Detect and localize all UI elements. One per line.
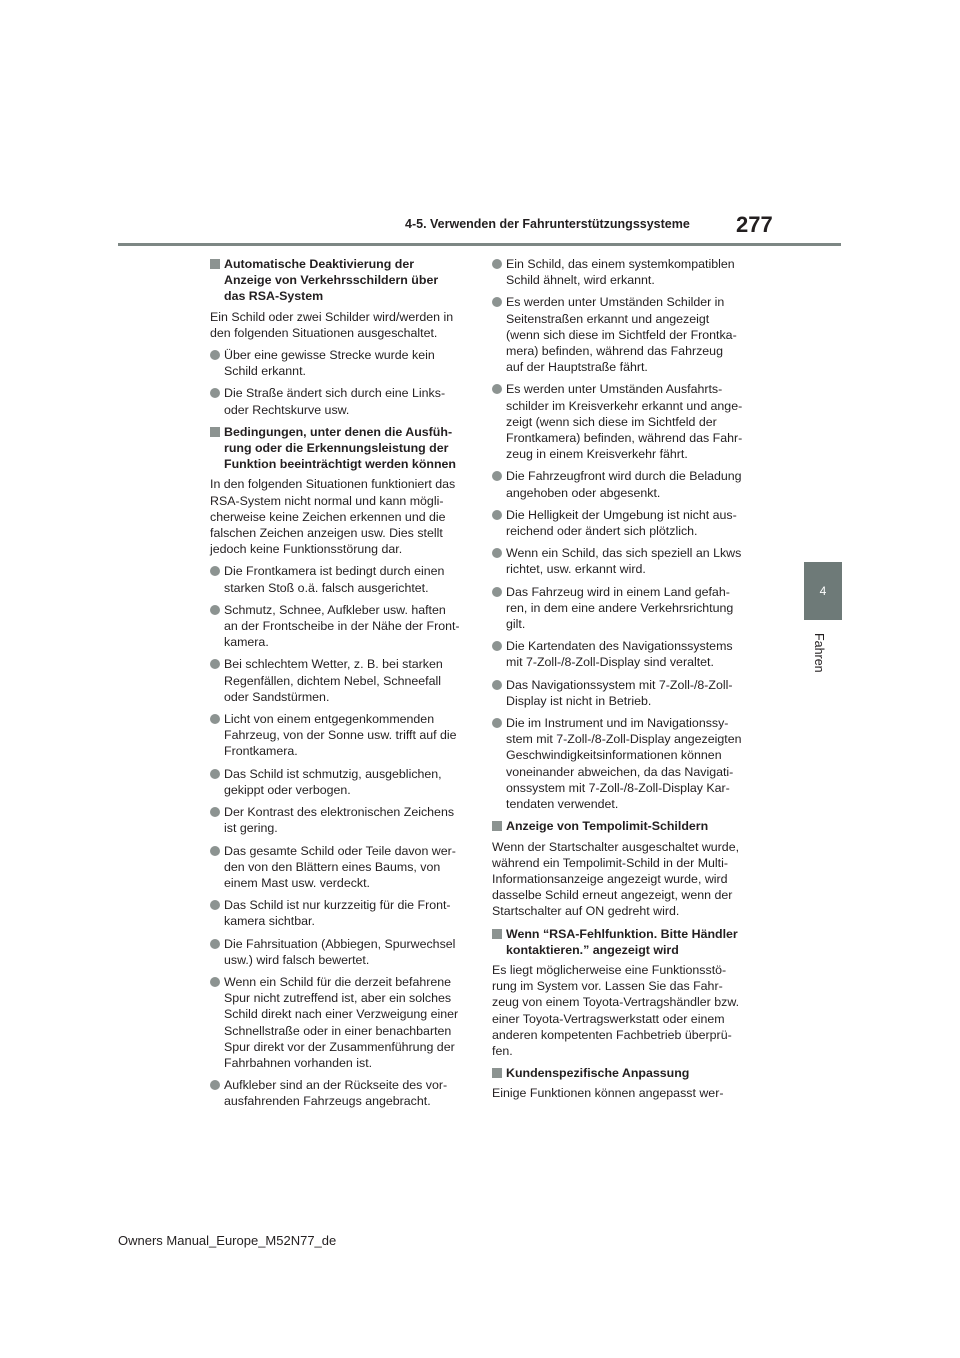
bullet-item: Das Schild ist nur kurzzeitig für die Front- kamera sichtbar. (210, 897, 472, 929)
bullet-item: Das Schild ist schmutzig, ausgeblichen, gekippt oder verbogen. (210, 766, 472, 798)
page-number: 277 (736, 212, 773, 237)
bullet-item: Schmutz, Schnee, Aufkleber usw. haften an der Frontscheibe in der Nähe der Front- kamera. (210, 602, 472, 651)
bullet-item: Das gesamte Schild oder Teile davon wer- den von den Blättern eines Baums, von einem Mast usw. verdeckt. (210, 843, 472, 892)
bullet-item: Die Frontkamera ist bedingt durch einen starken Stoß o.ä. falsch ausgerichtet. (210, 563, 472, 595)
section-heading: Kundenspezifische Anpassung (492, 1065, 754, 1081)
bullet-item: Der Kontrast des elektronischen Zeichens ist gering. (210, 804, 472, 836)
section-title: 4-5. Verwenden der Fahrunterstützungssysteme (405, 217, 690, 231)
section-heading: Automatische Deaktivierung der Anzeige von Verkehrsschildern über das RSA-System (210, 256, 472, 305)
chapter-label: Fahren (812, 633, 826, 673)
chapter-tab (804, 562, 842, 620)
bullet-item: Aufkleber sind an der Rückseite des vor- ausfahrenden Fahrzeugs angebracht. (210, 1077, 472, 1109)
paragraph: Es liegt möglicherweise eine Funktionsstö- rung im System vor. Lassen Sie das Fahr- zeug von einem Toyota-Vertragshändler bzw. einer Toyota-Vertragswerkstatt oder einem anderen kompetenten Fachbetrieb überprü- fen. (492, 962, 740, 1058)
paragraph: In den folgenden Situationen funktioniert das RSA-System nicht normal und kann mögli- cherweise keine Zeichen erkennen und die falschen Zeichen anzeigen usw. Dies stellt jedoch keine Funktionsstörung dar. (210, 477, 456, 557)
bullet-item: Das Fahrzeug wird in einem Land gefah- ren, in dem eine andere Verkehrsrichtung gilt. (492, 584, 754, 633)
bullet-item: Es werden unter Umständen Ausfahrts- schilder im Kreisverkehr erkannt und ange- zeigt (wenn sich diese im Sichtfeld der Frontkamera) befinden, während das Fahr- zeug in einem Kreisverkehr fährt. (492, 381, 754, 462)
section-heading: Anzeige von Tempolimit-Schildern (492, 818, 754, 834)
left-column (210, 256, 472, 1116)
bullet-item: Die im Instrument und im Navigationssy- stem mit 7-Zoll-/8-Zoll-Display angezeigten Geschwindigkeitsinformationen können voneinander abweichen, da das Navigati- onssystem mit 7-Zoll-/8-Zoll-Display Kar- tendaten verwendet. (492, 715, 754, 812)
bullet-item: Es werden unter Umständen Schilder in Seitenstraßen erkannt und angezeigt (wenn sich diese im Sichtfeld der Frontka- mera) befinden, während das Fahrzeug auf der Hauptstraße fährt. (492, 294, 754, 375)
paragraph: Ein Schild oder zwei Schilder wird/werden in den folgenden Situationen ausgeschaltet. (210, 309, 454, 340)
bullet-item: Das Navigationssystem mit 7-Zoll-/8-Zoll- Display ist nicht in Betrieb. (492, 677, 754, 709)
section-heading: Wenn “RSA-Fehlfunktion. Bitte Händler kontaktieren.” angezeigt wird (492, 926, 754, 958)
paragraph: Einige Funktionen können angepasst wer- (492, 1086, 724, 1101)
bullet-item: Die Fahrzeugfront wird durch die Beladung angehoben oder abgesenkt. (492, 468, 754, 500)
bullet-item: Licht von einem entgegenkommenden Fahrzeug, von der Sonne usw. trifft auf die Frontkamera. (210, 711, 472, 760)
chapter-number: 4 (819, 584, 827, 598)
header-divider (118, 243, 841, 246)
section-heading: Bedingungen, unter denen die Ausfüh- rung oder die Erkennungsleistung der Funktion beeinträchtigt werden können (210, 424, 472, 473)
footer-text: Owners Manual_Europe_M52N77_de (118, 1233, 337, 1248)
bullet-item: Ein Schild, das einem systemkompatiblen Schild ähnelt, wird erkannt. (492, 256, 754, 288)
paragraph: Wenn der Startschalter ausgeschaltet wurde, während ein Tempolimit-Schild in der Multi- Informationsanzeige angezeigt wurde, wird dasselbe Schild erneut angezeigt, wenn der Startschalter auf ON gedreht wird. (492, 839, 740, 919)
bullet-item: Wenn ein Schild für die derzeit befahrene Spur nicht zutreffend ist, aber ein solches Schild direkt nach einer Verzweigung einer Schnellstraße oder in einer benachbarten Spur direkt vor der Zusammenführung der Fahrbahnen vorhanden ist. (210, 974, 472, 1071)
bullet-item: Die Straße ändert sich durch eine Links- oder Rechtskurve usw. (210, 385, 472, 417)
right-column (492, 256, 754, 1108)
bullet-item: Wenn ein Schild, das sich speziell an Lkws richtet, usw. erkannt wird. (492, 545, 754, 577)
bullet-item: Bei schlechtem Wetter, z. B. bei starken Regenfällen, dichtem Nebel, Schneefall oder Sandstürmen. (210, 656, 472, 705)
bullet-item: Über eine gewisse Strecke wurde kein Schild erkannt. (210, 347, 472, 379)
bullet-item: Die Kartendaten des Navigationssystems mit 7-Zoll-/8-Zoll-Display sind veraltet. (492, 638, 754, 670)
bullet-item: Die Helligkeit der Umgebung ist nicht aus- reichend oder ändert sich plötzlich. (492, 507, 754, 539)
bullet-item: Die Fahrsituation (Abbiegen, Spurwechsel usw.) wird falsch bewertet. (210, 936, 472, 968)
